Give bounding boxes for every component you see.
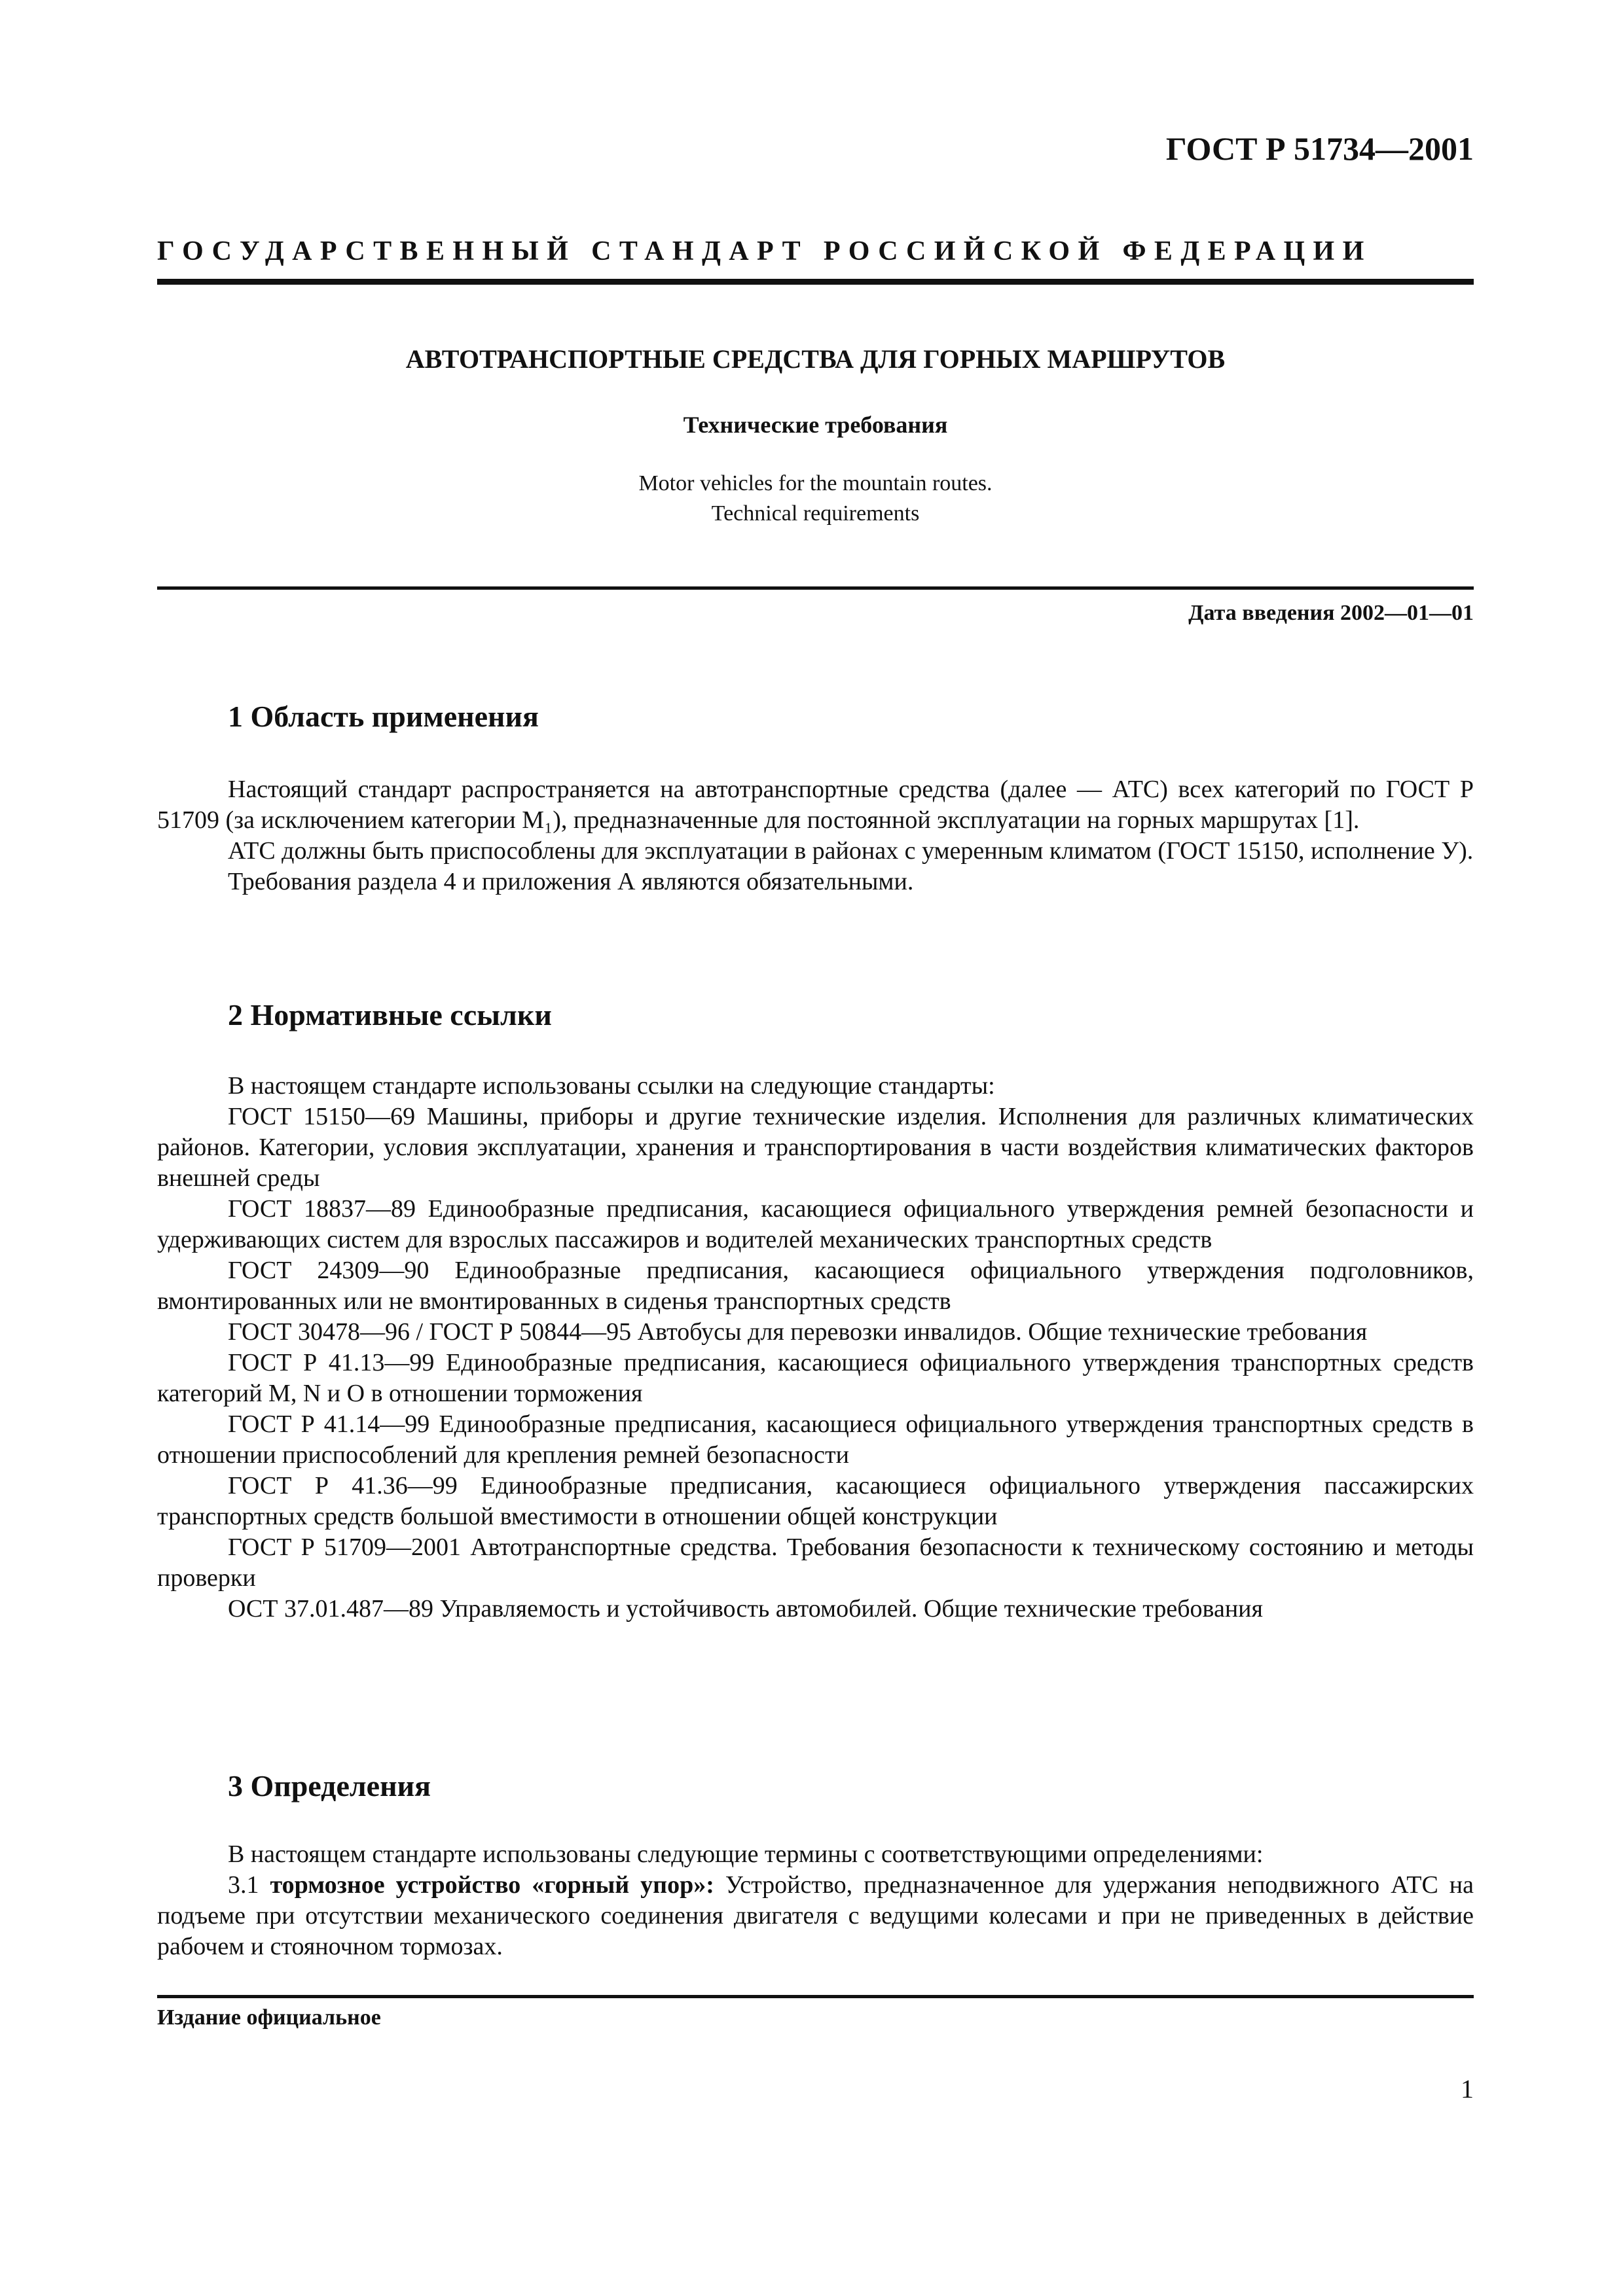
paragraph: Требования раздела 4 и приложения А являются обязательными.: [228, 868, 914, 895]
section-1-body: [157, 774, 1474, 897]
section-1-heading: 1 Область применения: [228, 700, 539, 733]
paragraph: АТС должны быть приспособлены для эксплуатации в районах с умеренным климатом (ГОСТ 15150, исполнение У).: [228, 837, 1474, 865]
reference-item: ГОСТ Р 41.14—99 Единообразные предписания, касающиеся официального утверждения транспортных средств в отношении приспособлений для крепления ремней безопасности: [157, 1410, 1474, 1469]
english-title: [157, 469, 1474, 529]
edition-label: Издание официальное: [157, 2005, 381, 2030]
title-divider: [157, 586, 1474, 590]
definition-3-1: [157, 1870, 1474, 1962]
paragraph: В настоящем стандарте использованы ссылки на следующие стандарты:: [228, 1072, 995, 1100]
reference-item: ГОСТ 15150—69 Машины, приборы и другие технические изделия. Исполнения для различных климатических районов. Категории, условия эксплуатации, хранения и транспортирования в части воздействия климатических факторов внешней среды: [157, 1103, 1474, 1192]
reference-item: ГОСТ Р 41.13—99 Единообразные предписания, касающиеся официального утверждения транспортных средств категорий М, N и О в отношении торможения: [157, 1349, 1474, 1407]
header-divider: [157, 279, 1474, 285]
paragraph: В настоящем стандарте использованы следующие термины с соответствующими определениями:: [228, 1840, 1264, 1868]
reference-item: ГОСТ 18837—89 Единообразные предписания, касающиеся официального утверждения ремней безопасности и удерживающих систем для взрослых пассажиров и водителей механических транспортных средств: [157, 1195, 1474, 1253]
section-3-heading: 3 Определения: [228, 1769, 431, 1803]
reference-item: ГОСТ 30478—96 / ГОСТ Р 50844—95 Автобусы для перевозки инвалидов. Общие технические требования: [228, 1318, 1368, 1346]
english-title-line-2: Technical requirements: [711, 501, 920, 526]
definition-term: тормозное устройство «горный упор»:: [270, 1871, 714, 1899]
reference-item: ОСТ 37.01.487—89 Управляемость и устойчивость автомобилей. Общие технические требования: [228, 1595, 1263, 1623]
document-number: ГОСТ Р 51734—2001: [1165, 130, 1474, 167]
reference-item: ГОСТ 24309—90 Единообразные предписания, касающиеся официального утверждения подголовников, вмонтированных или не вмонтированных в сиденья транспортных средств: [157, 1257, 1474, 1315]
definition-text: Устройство, предназначенное для удержания неподвижного АТС на подъеме при отсутствии механического соединения двигателя с ведущими колесами и при не приведенных в действие рабочем и стояночном тормозах.: [157, 1871, 1474, 1960]
section-3-body: [157, 1839, 1474, 1962]
document-subtitle: Технические требования: [683, 412, 948, 438]
footer-divider: [157, 1995, 1474, 1998]
section-2-body: [157, 1071, 1474, 1624]
page-number: 1: [1461, 2074, 1474, 2104]
introduction-date: Дата введения 2002—01—01: [1188, 601, 1474, 625]
definition-number: 3.1: [228, 1871, 259, 1899]
country-standard-line: ГОСУДАРСТВЕННЫЙ СТАНДАРТ РОССИЙСКОЙ ФЕДЕРАЦИИ: [157, 236, 1372, 266]
paragraph: Настоящий стандарт распространяется на автотранспортные средства (далее — АТС) всех категорий по ГОСТ Р 51709 (за исключением категории М₁), предназначенные для постоянной эксплуатации на горных маршрутах [1].: [157, 776, 1474, 834]
reference-item: ГОСТ Р 51709—2001 Автотранспортные средства. Требования безопасности к техническому состоянию и методы проверки: [157, 1534, 1474, 1592]
reference-item: ГОСТ Р 41.36—99 Единообразные предписания, касающиеся официального утверждения пассажирских транспортных средств большой вместимости в отношении общей конструкции: [157, 1472, 1474, 1530]
section-2-heading: 2 Нормативные ссылки: [228, 998, 552, 1031]
english-title-line-1: Motor vehicles for the mountain routes.: [638, 471, 993, 495]
document-title: АВТОТРАНСПОРТНЫЕ СРЕДСТВА ДЛЯ ГОРНЫХ МАРШРУТОВ: [405, 344, 1226, 374]
